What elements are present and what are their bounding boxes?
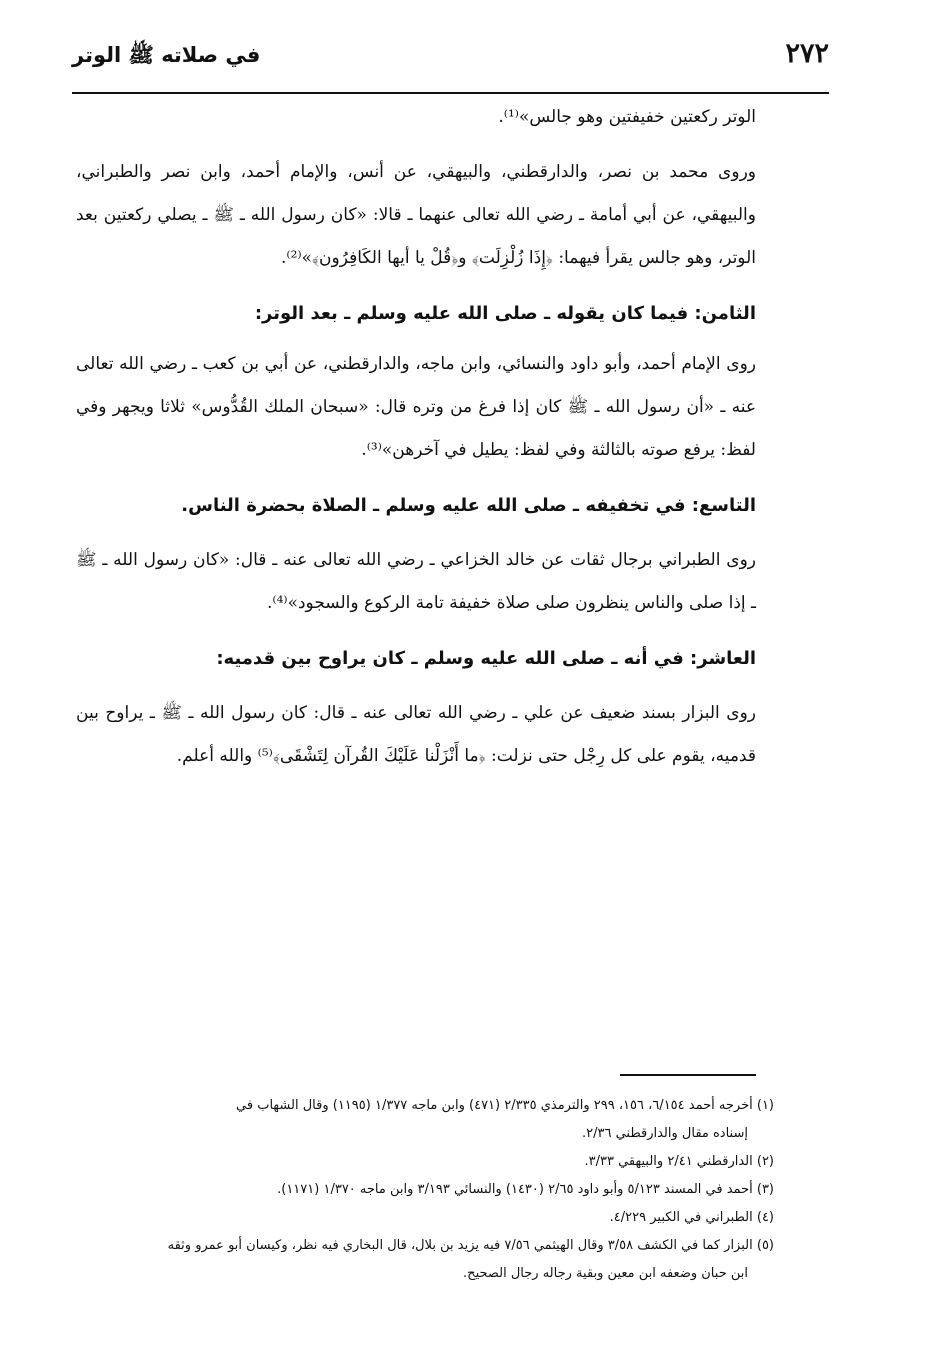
main-text	[76, 96, 756, 790]
footnote-5: (٥) البزار كما في الكشف ٣/٥٨ وقال الهيثمي ٧/٥٦ فيه يزيد بن بلال، قال البخاري فيه نظر، وكيسان أبو عمرو وثقه	[167, 1238, 774, 1253]
footnotes	[80, 1092, 774, 1288]
section-heading-ninth: التاسع: في تخفيفه ـ صلى الله عليه وسلم ـ الصلاة بحضرة الناس.	[181, 495, 756, 516]
footnote-4: (٤) الطبراني في الكبير ٤/٢٢٩.	[609, 1210, 774, 1225]
running-title: في صلاته ﷺ الوتر	[72, 43, 261, 67]
paragraph-5: روى البزار بسند ضعيف عن علي ـ رضي الله تعالى عنه ـ قال: كان رسول الله ـ ﷺ ـ يراوح بين قدميه، يقوم على كل رِجْل حتى نزلت: ﴿ما أَنْزَلْنا عَلَيْكَ القُرآن لِتَشْقَى﴾⁽⁵⁾ والله أعلم.	[76, 703, 756, 766]
paragraph-2: وروى محمد بن نصر، والدارقطني، والبيهقي، عن أنس، والإمام أحمد، وابن نصر والطبراني، والبيهقي، عن أبي أمامة ـ رضي الله تعالى عنهما ـ قالا: «كان رسول الله ـ ﷺ ـ يصلي ركعتين بعد الوتر، وهو جالس يقرأ فيهما: ﴿إِذَا زُلْزِلَت﴾ و﴿قُلْ يا أيها الكَافِرُون﴾»⁽²⁾.	[76, 162, 756, 268]
footnote-5-continued: ابن حبان وضعفه ابن معين وبقية رجاله رجال الصحيح.	[463, 1266, 748, 1281]
paragraph-3: روى الإمام أحمد، وأبو داود والنسائي، وابن ماجه، والدارقطني، عن أبي بن كعب ـ رضي الله تعالى عنه ـ «أن رسول الله ـ ﷺ كان إذا فرغ من وتره قال: «سبحان الملك القُدُّوس» ثلاثا ويجهر وفي لفظ: يرفع صوته بالثالثة وفي لفظ: يطيل في آخرهن»⁽³⁾.	[76, 354, 756, 460]
section-heading-tenth: العاشر: في أنه ـ صلى الله عليه وسلم ـ كان يراوح بين قدميه:	[216, 648, 756, 669]
footnote-3: (٣) أحمد في المسند ٥/١٢٣ وأبو داود ٢/٦٥ (١٤٣٠) والنسائي ٣/١٩٣ وابن ماجه ١/٣٧٠ (١١٧١).	[277, 1182, 774, 1197]
page-number: ٢٧٢	[785, 38, 829, 69]
paragraph-4: روى الطبراني برجال ثقات عن خالد الخزاعي ـ رضي الله تعالى عنه ـ قال: «كان رسول الله ـ ﷺ ـ إذا صلى والناس ينظرون صلى صلاة خفيفة تامة الركوع والسجود»⁽⁴⁾.	[76, 550, 756, 613]
footnote-1-continued: إسناده مقال والدارقطني ٢/٣٦.	[581, 1126, 748, 1141]
page-header	[72, 36, 829, 94]
footnote-1: (١) أخرجه أحمد ٦/١٥٤، ١٥٦، ٢٩٩ والترمذي ٢/٣٣٥ (٤٧١) وابن ماجه ١/٣٧٧ (١١٩٥) وقال الشهاب في	[236, 1098, 774, 1113]
footnote-divider	[620, 1074, 756, 1076]
paragraph-1: الوتر ركعتين خفيفتين وهو جالس»⁽¹⁾.	[498, 107, 756, 127]
footnote-2: (٢) الدارقطني ٢/٤١ والبيهقي ٣/٣٣.	[584, 1154, 774, 1169]
section-heading-eighth: الثامن: فيما كان يقوله ـ صلى الله عليه وسلم ـ بعد الوتر:	[254, 303, 756, 324]
